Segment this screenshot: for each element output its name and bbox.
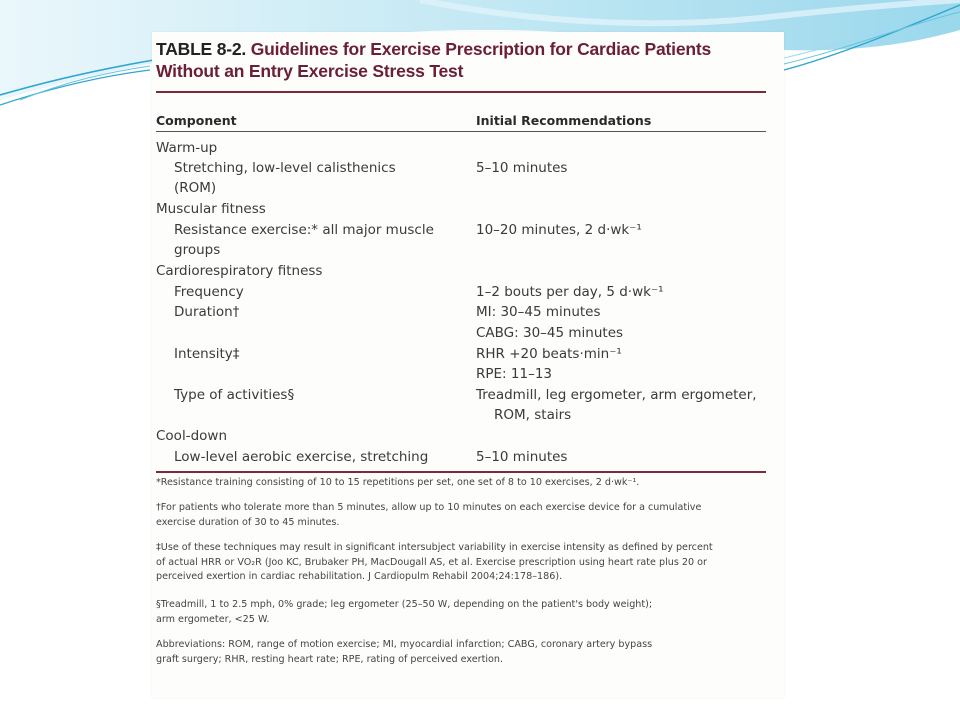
table-row-label: Cool-down [156, 428, 227, 444]
footnote-intensity [156, 541, 776, 585]
footnote-line: graft surgery; RHR, resting heart rate; RPE, rating of perceived exertion. [156, 653, 504, 665]
footnote-line: §Treadmill, 1 to 2.5 mph, 0% grade; leg ergometer (25–50 W, depending on the patient's body weight); [156, 599, 653, 610]
footnote-duration [156, 501, 776, 530]
table-row-label: Intensity‡ [174, 346, 240, 362]
table-image [152, 32, 784, 698]
table-row-label: Low-level aerobic exercise, stretching [174, 449, 429, 465]
footnote-line: exercise duration of 30 to 45 minutes. [156, 516, 340, 528]
table-row-value: RHR +20 beats·min⁻¹ [476, 346, 622, 362]
table-row-value: CABG: 30–45 minutes [476, 325, 624, 341]
column-header-recommendations: Initial Recommendations [476, 113, 652, 128]
table-row-label: (ROM) [174, 180, 217, 196]
table-row-label: Stretching, low-level calisthenics [174, 160, 396, 176]
footnote-line: †For patients who tolerate more than 5 minutes, allow up to 10 minutes on each exercise device for a cumulative [156, 502, 702, 513]
table-row-value: 1–2 bouts per day, 5 d·wk⁻¹ [476, 284, 664, 300]
table-row-value: Treadmill, leg ergometer, arm ergometer, [476, 387, 757, 403]
table-row-label: Frequency [174, 284, 244, 300]
column-header-component: Component [156, 113, 237, 128]
table-row-label: Type of activities§ [174, 387, 295, 403]
table-number: TABLE 8-2. [156, 39, 247, 59]
table-row-label: Muscular fitness [156, 201, 266, 217]
footnote-line: arm ergometer, <25 W. [156, 613, 270, 625]
table-title-text: Guidelines for Exercise Prescription for Cardiac Patients Without an Entry Exercise Stress Test [156, 39, 712, 81]
table-row-value: ROM, stairs [494, 407, 572, 423]
table-row-value: RPE: 11–13 [476, 366, 552, 382]
table-row-label: Resistance exercise:* all major muscle [174, 222, 434, 238]
footnote-line: ‡Use of these techniques may result in significant intersubject variability in exercise intensity as defined by percent [156, 542, 713, 553]
table-row-label: groups [174, 242, 221, 258]
header-rule [156, 131, 766, 132]
table-bottom-rule [156, 471, 766, 473]
footnote-line: of actual HRR or VO₂R (Joo KC, Brubaker PH, MacDougall AS, et al. Exercise prescription using heart rate plus 20 or [156, 556, 707, 568]
table-row-label: Cardiorespiratory fitness [156, 263, 323, 279]
table-row-label: Warm-up [156, 140, 218, 156]
footnote-resistance: *Resistance training consisting of 10 to 15 repetitions per set, one set of 8 to 10 exercises, 2 d·wk⁻¹. [156, 477, 640, 488]
footnote-line: perceived exertion in cardiac rehabilitation. J Cardiopulm Rehabil 2004;24:178–186). [156, 571, 563, 582]
footnote-abbreviations [156, 638, 776, 667]
table-row-value: 10–20 minutes, 2 d·wk⁻¹ [476, 222, 642, 238]
footnote-activities [156, 598, 776, 627]
table-row-value: MI: 30–45 minutes [476, 304, 601, 320]
footnote-line: Abbreviations: ROM, range of motion exercise; MI, myocardial infarction; CABG, coronary artery bypass [156, 639, 653, 650]
table-row-label: Duration† [174, 304, 240, 320]
table-row-value: 5–10 minutes [476, 449, 568, 465]
title-rule [156, 91, 766, 93]
table-row-value: 5–10 minutes [476, 160, 568, 176]
table-title [156, 38, 776, 82]
